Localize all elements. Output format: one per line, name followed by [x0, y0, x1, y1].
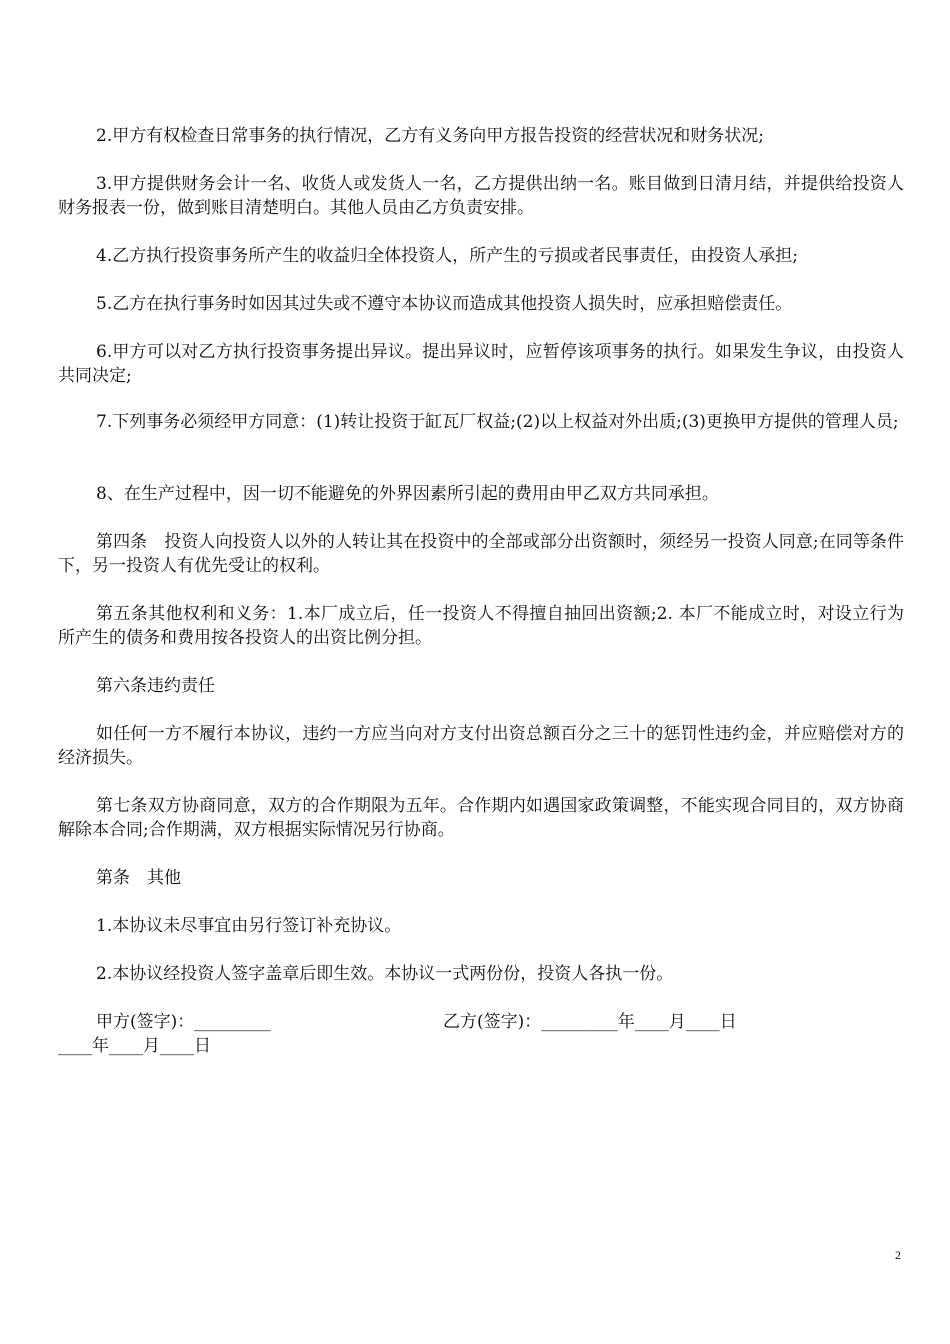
paragraph-breach-liability: 如任何一方不履行本协议，违约一方应当向对方支付出资总额百分之三十的惩罚性违约金，并应赔偿对方的经济损失。 — [58, 724, 904, 768]
paragraph-clause-4: 4.乙方执行投资事务所产生的收益归全体投资人，所产生的亏损或者民事责任，由投资人承担; — [96, 246, 798, 266]
paragraph-article-4: 第四条 投资人向投资人以外的人转让其在投资中的全部或部分出资额时，须经另一投资人同意;在同等条件下，另一投资人有优先受让的权利。 — [58, 532, 904, 576]
signature-party-b: 乙方(签字)：_________年____月____日 — [443, 1012, 737, 1032]
paragraph-other-2: 2.本协议经投资人签字盖章后即生效。本协议一式两份份，投资人各执一份。 — [96, 964, 674, 984]
signature-party-a: 甲方(签字)：_________ — [96, 1012, 271, 1032]
paragraph-clause-5: 5.乙方在执行事务时如因其过失或不遵守本协议而造成其他投资人损失时，应承担赔偿责任。 — [96, 294, 793, 314]
page-number: 2 — [895, 1248, 901, 1262]
paragraph-clause-2: 2.甲方有权检查日常事务的执行情况，乙方有义务向甲方报告投资的经营状况和财务状况; — [96, 126, 764, 146]
paragraph-article-5: 第五条其他权利和义务：1.本厂成立后，任一投资人不得擅自抽回出资额;2. 本厂不能成立时，对设立行为所产生的债务和费用按各投资人的出资比例分担。 — [58, 604, 904, 648]
heading-article-other: 第条 其他 — [96, 868, 181, 888]
paragraph-other-1: 1.本协议未尽事宜由另行签订补充协议。 — [96, 916, 402, 936]
paragraph-clause-8: 8、在生产过程中，因一切不能避免的外界因素所引起的费用由甲乙双方共同承担。 — [96, 484, 719, 504]
paragraph-article-7: 第七条双方协商同意，双方的合作期限为五年。合作期内如遇国家政策调整，不能实现合同目的，双方协商解除本合同;合作期满，双方根据实际情况另行协商。 — [58, 796, 904, 840]
paragraph-clause-7: 7.下列事务必须经甲方同意：(1)转让投资于缸瓦厂权益;(2)以上权益对外出质;(3)更换甲方提供的管理人员; — [96, 412, 899, 432]
signature-date-line: ____年____月____日 — [58, 1036, 211, 1056]
paragraph-clause-6: 6.甲方可以对乙方执行投资事务提出异议。提出异议时，应暂停该项事务的执行。如果发生争议，由投资人共同决定; — [58, 342, 904, 386]
paragraph-clause-3: 3.甲方提供财务会计一名、收货人或发货人一名，乙方提供出纳一名。账目做到日清月结，并提供给投资人财务报表一份，做到账目清楚明白。其他人员由乙方负责安排。 — [58, 174, 904, 218]
heading-article-6: 第六条违约责任 — [96, 676, 215, 696]
